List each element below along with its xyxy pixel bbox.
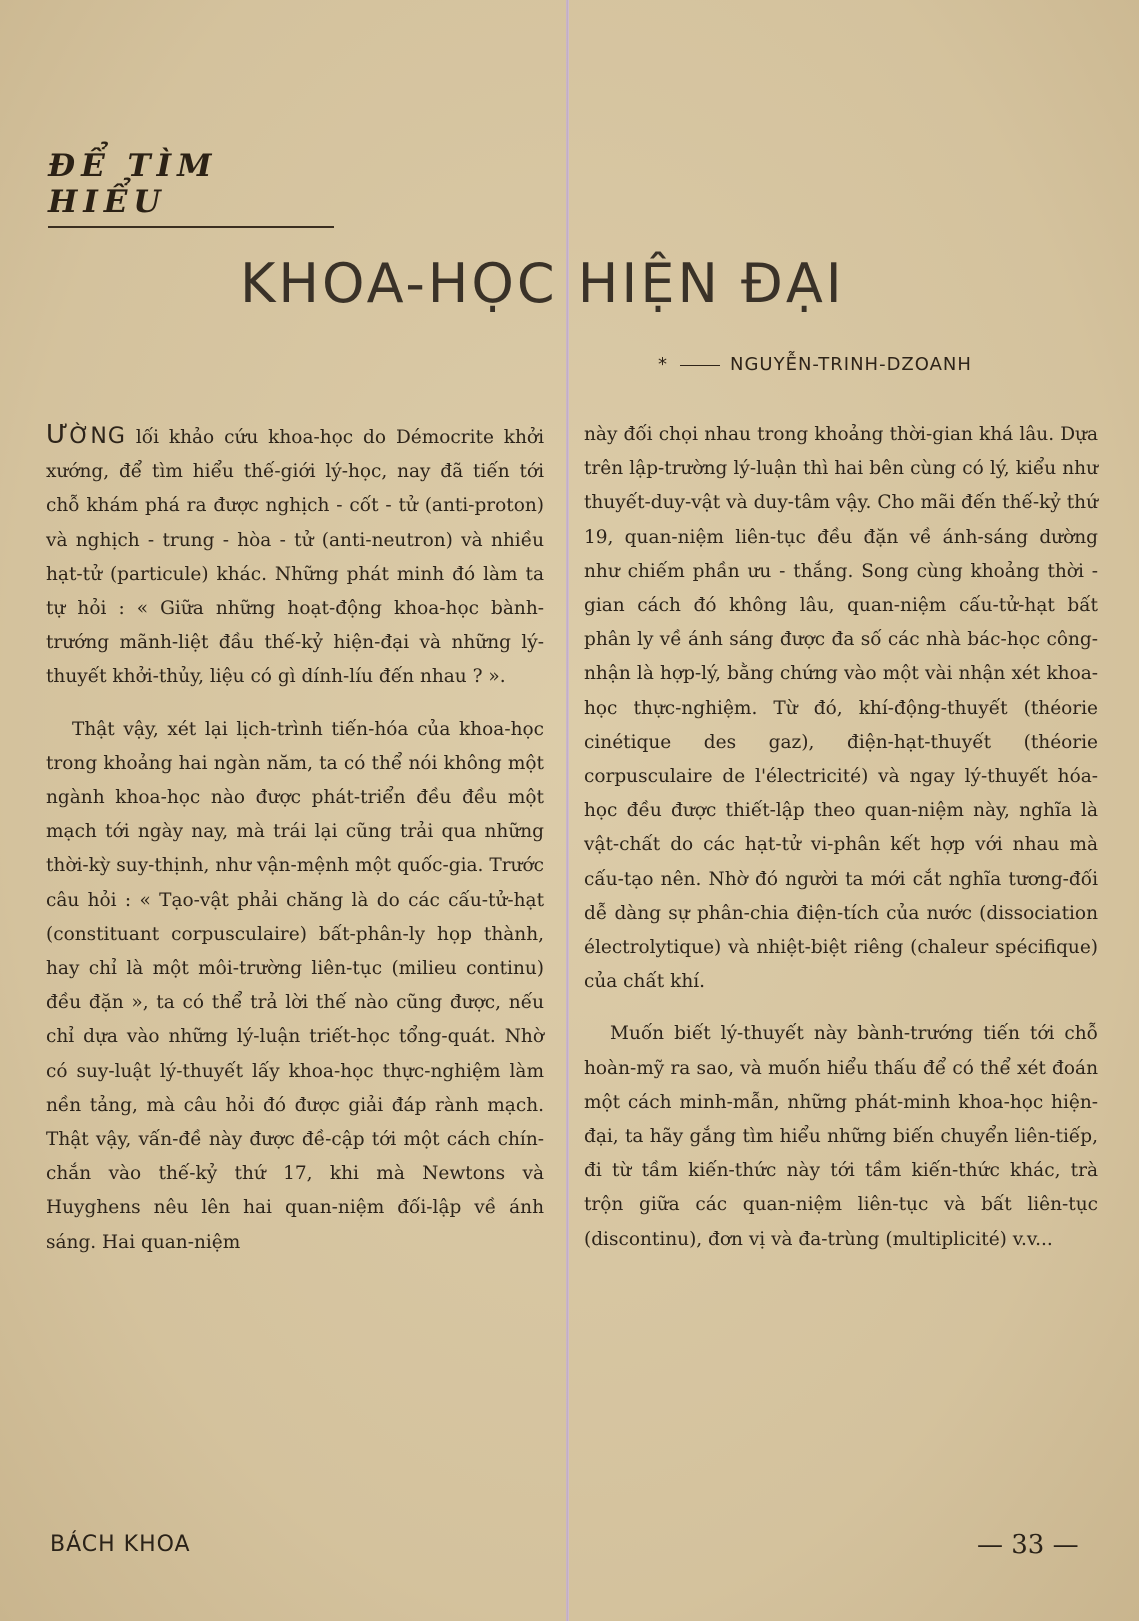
paragraph: Thật vậy, xét lại lịch-trình tiến-hóa của khoa-học trong khoảng hai ngàn năm, ta có thể nói không một ngành khoa-học nào được phát-triển đều đều một mạch tới ngày nay, mà trái lại cũng trải qua những thời-kỳ suy-thịnh, như vận-mệnh một quốc-gia. Trước câu hỏi : « Tạo-vật phải chăng là do các cấu-tử-hạt (constituant corpusculaire) bất-phân-ly họp thành, hay chỉ là một môi-trường liên-tục (milieu continu) đều đặn », ta có thể trả lời thế nào cũng được, nếu chỉ dựa vào những lý-luận triết-học tổng-quát. Nhờ có suy-luật lý-thuyết lấy khoa-học thực-nghiệm làm nền tảng, mà câu hỏi đó được giải đáp rành mạch. Thật vậy, vấn-đề này được đề-cập tới một cách chín-chắn vào thế-kỷ thứ 17, khi mà Newtons và Huyghens nêu lên hai quan-niệm đối-lập về ánh sáng. Hai quan-niệm	[46, 718, 544, 1253]
article-column-left	[46, 418, 544, 1260]
paragraph: Muốn biết lý-thuyết này bành-trướng tiến tới chỗ hoàn-mỹ ra sao, và muốn hiểu thấu để có thể xét đoán một cách minh-mẫn, những phát-minh khoa-học hiện-đại, ta hãy gắng tìm hiểu những biến chuyển liên-tiếp, đi từ tầm kiến-thức này tới tầm kiến-thức khác, trà trộn giữa các quan-niệm liên-tục và bất liên-tục (discontinu), đơn vị và đa-trùng (multiplicité) v.v...	[584, 1023, 1098, 1250]
paragraph	[46, 418, 544, 695]
paragraph-text: lối khảo cứu khoa-học do Démocrite khởi xướng, để tìm hiểu thế-giới lý-học, nay đã tiến tới chỗ khám phá ra được nghịch - cốt - tử (anti-proton) và nghịch - trung - hòa - tử (anti-neutron) và nhiều hạt-tử (particule) khác. Những phát minh đó làm ta tự hỏi : « Giữa những hoạt-động khoa-học bành-trướng mãnh-liệt đầu thế-kỷ hiện-đại và những lý-thuyết khởi-thủy, liệu có gì dính-líu đến nhau ? ».	[46, 427, 544, 688]
page-fold-line	[566, 0, 569, 1621]
paragraph: này đối chọi nhau trong khoảng thời-gian khá lâu. Dựa trên lập-trường lý-luận thì hai bên cùng có lý, kiểu như thuyết-duy-vật và duy-tâm vậy. Cho mãi đến thế-kỷ thứ 19, quan-niệm liên-tục đều đặn về ánh-sáng dường như chiếm phần ưu - thắng. Song cùng khoảng thời - gian cách đó không lâu, quan-niệm cấu-tử-hạt bất phân ly về ánh sáng được đa số các nhà bác-học công-nhận là hợp-lý, bằng chứng vào một vài nhận xét khoa-học thực-nghiệm. Từ đó, khí-động-thuyết (théorie cinétique des gaz), điện-hạt-thuyết (théorie corpusculaire de l'électricité) và ngay lý-thuyết hóa-học đều được thiết-lập theo quan-niệm này, nghĩa là vật-chất do các hạt-tử vi-phân kết hợp với nhau mà cấu-tạo nên. Nhờ đó người ta mới cắt nghĩa tương-đối dễ dàng sự phân-chia điện-tích của nước (dissociation électrolytique) và nhiệt-biệt riêng (chaleur spécifique) của chất khí.	[584, 424, 1098, 993]
drop-lead-word: ƯỜNG	[46, 420, 126, 450]
article-title: KHOA-HỌC HIỆN ĐẠI	[240, 252, 845, 315]
author-line	[658, 354, 972, 375]
author-dash	[680, 365, 720, 366]
page-number: — 33 —	[977, 1530, 1079, 1560]
author-name: NGUYỄN-TRINH-DZOANH	[730, 354, 972, 375]
article-column-right	[584, 418, 1098, 1257]
author-star-icon: *	[658, 354, 668, 375]
series-title: ĐỂ TÌM HIỂU	[48, 148, 334, 228]
magazine-name: BÁCH KHOA	[50, 1532, 191, 1557]
